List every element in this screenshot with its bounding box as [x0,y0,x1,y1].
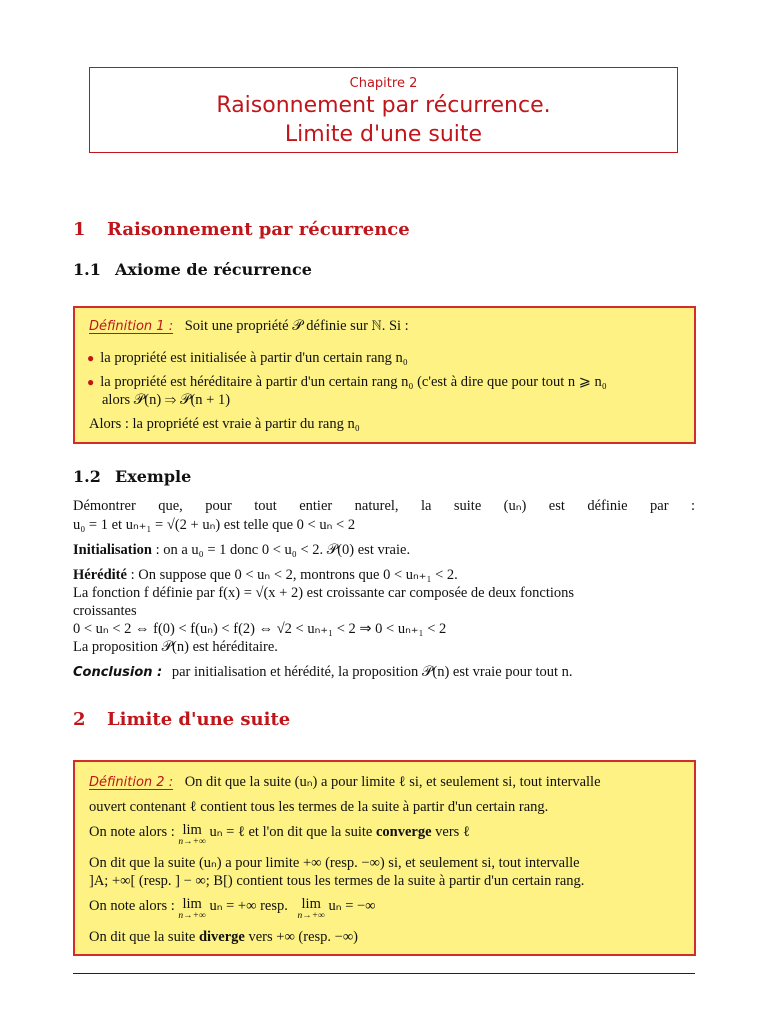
definition-1-conclusion: Alors : la propriété est vraie à partir du rang n₀ [89,416,360,432]
definition-2-label: Définition 2 : [89,775,174,790]
heredite-label: Hérédité [73,567,127,583]
converge-term: converge [375,824,432,840]
section-2-heading [73,709,290,730]
bullet-icon: ● [87,375,95,389]
chapter-title-line2: Limite d'une suite [284,122,483,147]
definition-2-header [89,774,601,791]
subsection-1-2-heading [73,467,191,486]
limit-notation: lim n→+∞ [178,822,206,847]
definition-1-item-2: ● la propriété est héréditaire à partir d'un certain rang n₀ (c'est à dire que pour tout n ⩾ n₀ [87,374,607,390]
initialisation-label: Initialisation [73,542,152,558]
definition-1-box [73,306,696,444]
subsection-1-1-title: Axiome de récurrence [115,260,312,279]
chapter-title-box [89,67,678,153]
chapter-title-line1: Raisonnement par récurrence. [216,93,551,118]
subsection-1-1-number: 1.1 [73,260,101,279]
section-1-number: 1 [73,219,86,240]
bullet-icon: ● [87,351,95,365]
definition-1-intro: Soit une propriété 𝒫 définie sur ℕ. Si : [184,318,409,334]
section-2-title: Limite d'une suite [107,709,291,730]
example-line-8: La proposition 𝒫(n) est héréditaire. [73,639,278,655]
definition-2-line-2: ouvert contenant ℓ contient tous les termes de la suite à partir d'un certain rang. [89,799,549,815]
example-line-7: 0 < uₙ < 2 ⇔ f(0) < f(uₙ) < f(2) ⇔ √2 < uₙ₊₁ < 2 ⇒ 0 < uₙ₊₁ < 2 [73,621,447,637]
limit-notation: lim n→+∞ [297,896,325,921]
definition-2-box [73,760,696,956]
definition-2-line-1: On dit que la suite (uₙ) a pour limite ℓ si, et seulement si, tout intervalle [184,774,601,790]
section-1-title: Raisonnement par récurrence [107,219,410,240]
definition-2-line-7: On dit que la suite diverge vers +∞ (resp. −∞) [89,929,358,945]
example-line-6: croissantes [73,603,137,619]
definition-2-note-2: On note alors : lim n→+∞ uₙ = +∞ resp. lim n→+∞ uₙ = −∞ [89,896,376,921]
footer-rule [73,973,695,974]
example-line-2: u₀ = 1 et uₙ₊₁ = √(2 + uₙ) est telle que 0 < uₙ < 2 [73,517,356,533]
definition-1-item-2-cont: alors 𝒫(n) ⇒ 𝒫(n + 1) [102,392,231,408]
definition-2-line-4: On dit que la suite (uₙ) a pour limite +∞ (resp. −∞) si, et seulement si, tout intervalle [89,855,580,871]
example-heredite: Hérédité : On suppose que 0 < uₙ < 2, montrons que 0 < uₙ₊₁ < 2. [73,567,458,583]
example-line-1: Démontrer que, pour tout entier naturel, la suite (uₙ) est définie par : [73,498,695,514]
example-initialisation: Initialisation : on a u₀ = 1 donc 0 < u₀ < 2. 𝒫(0) est vraie. [73,542,411,558]
section-1-heading [73,219,410,240]
definition-1-label: Définition 1 : [89,319,174,334]
limit-notation: lim n→+∞ [178,896,206,921]
subsection-1-1-heading [73,260,312,279]
conclusion-text: par initialisation et hérédité, la proposition 𝒫(n) est vraie pour tout n. [171,664,573,680]
section-2-number: 2 [73,709,86,730]
subsection-1-2-title: Exemple [115,467,192,486]
definition-2-note-1: On note alors : lim n→+∞ uₙ = ℓ et l'on dit que la suite converge vers ℓ [89,822,470,847]
example-conclusion [73,664,573,681]
definition-1-item-1: ● la propriété est initialisée à partir d'un certain rang n₀ [87,350,408,366]
definition-1-header [89,318,409,335]
subsection-1-2-number: 1.2 [73,467,101,486]
chapter-label: Chapitre 2 [349,76,418,91]
definition-2-line-5: ]A; +∞[ (resp. ] − ∞; B[) contient tous les termes de la suite à partir d'un certain rang. [89,873,585,889]
example-line-5: La fonction f définie par f(x) = √(x + 2) est croissante car composée de deux fonctions [73,585,575,601]
conclusion-label: Conclusion : [73,665,163,680]
diverge-term: diverge [198,929,245,945]
